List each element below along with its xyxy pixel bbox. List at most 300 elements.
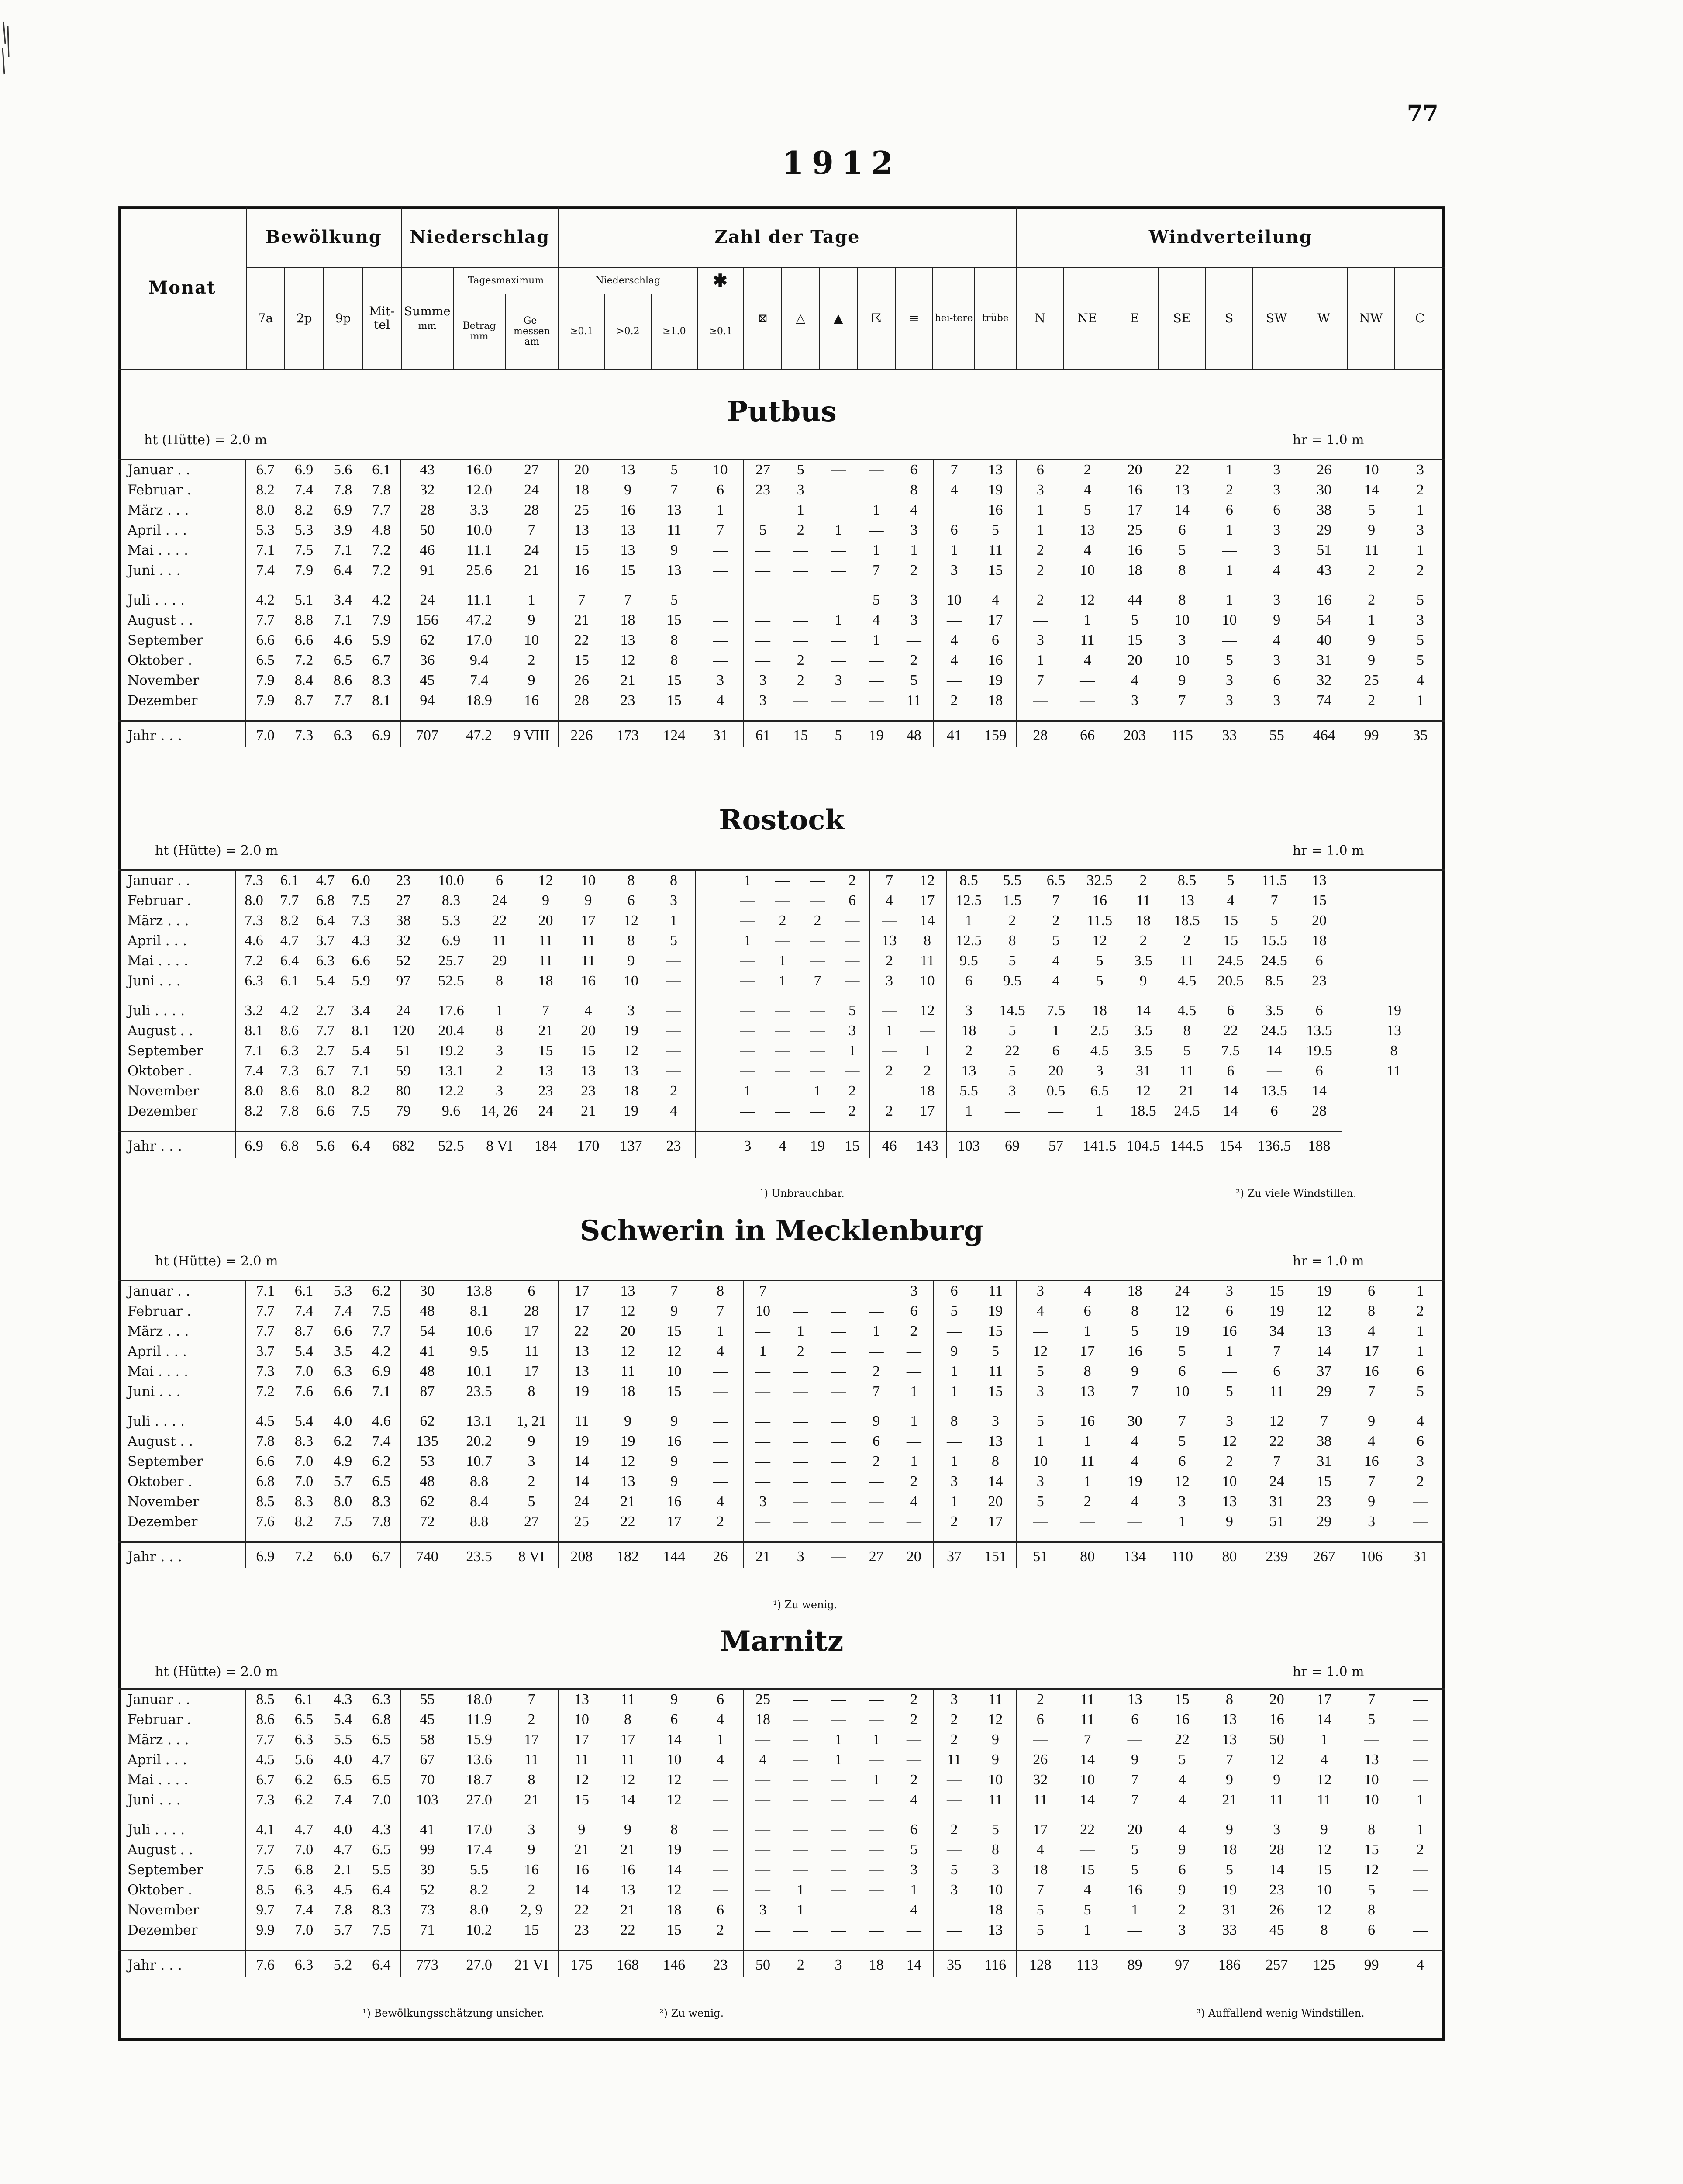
table-cell: 17	[908, 891, 947, 911]
table-cell: 1	[1096, 1103, 1104, 1119]
spacer-cell	[730, 991, 765, 1001]
table-cell: 4	[1178, 1821, 1186, 1838]
table-cell: 3.5	[1265, 1002, 1284, 1019]
station-title-rostock: Rostock	[719, 804, 845, 836]
table-cell: 13	[620, 522, 635, 538]
table-cell: 16	[666, 1433, 682, 1449]
table-cell: 6.7	[362, 650, 401, 670]
table-cell: 18	[620, 1383, 635, 1400]
table-cell: 1	[895, 1411, 933, 1431]
table-cell: 3	[1036, 1283, 1044, 1299]
table-cell: —	[740, 892, 755, 909]
spacer-cell	[1111, 711, 1158, 721]
month-label: Mai . . . .	[118, 1362, 246, 1382]
table-cell: 2	[697, 1920, 744, 1940]
table-cell: 12	[1222, 1433, 1237, 1449]
table-cell: 13	[666, 562, 682, 578]
table-cell: 3.9	[333, 522, 352, 538]
spacer-cell	[118, 1402, 246, 1411]
table-cell: 13.5	[1261, 1083, 1287, 1099]
table-cell: 3	[1273, 542, 1281, 558]
table-cell: 7	[505, 1690, 558, 1710]
table-cell: 6.7	[256, 1772, 275, 1788]
table-cell: 13.6	[466, 1752, 492, 1768]
table-cell: 9	[1368, 652, 1376, 668]
table-cell: 7.9	[256, 692, 275, 708]
table-cell: 13.5	[1306, 1023, 1332, 1039]
table-cell: —	[869, 1882, 884, 1898]
table-cell: 4.0	[333, 1752, 352, 1768]
table-cell: 4	[765, 1132, 800, 1158]
month-label: März . . .	[118, 911, 236, 931]
table-cell: 6.9	[362, 721, 401, 747]
table-cell: 6.9	[246, 1542, 285, 1569]
table-cell: 5.7	[333, 1922, 352, 1938]
table-cell: 13	[620, 632, 635, 648]
table-cell: 8	[1368, 1902, 1376, 1918]
table-cell: 10	[755, 1303, 770, 1319]
hut-height: ht (Hütte) = 2.0 m	[144, 432, 267, 448]
table-cell: 5	[505, 1492, 558, 1512]
table-row	[118, 1001, 1445, 1021]
table-cell: 125	[1300, 1951, 1348, 1977]
table-cell: 99	[420, 1842, 435, 1858]
spacer-cell	[744, 1940, 782, 1951]
spacer-cell	[1253, 1810, 1300, 1820]
table-cell: 7.6	[294, 1383, 314, 1400]
table-cell: 13	[1386, 1023, 1401, 1039]
table-row	[118, 1382, 1445, 1402]
table-cell: 1	[1320, 1731, 1328, 1748]
table-cell: 2	[779, 912, 786, 929]
table-cell: 4	[697, 1341, 744, 1362]
table-cell: 4	[1083, 1283, 1091, 1299]
spacer-cell	[1300, 1532, 1348, 1542]
table-cell: 6	[965, 973, 973, 989]
table-cell: 773	[401, 1951, 453, 1977]
table-cell: 1	[1225, 1343, 1233, 1359]
table-cell: 16	[505, 1860, 558, 1880]
table-cell: —	[755, 1772, 770, 1788]
table-cell: 5	[1036, 1902, 1044, 1918]
table-cell: 18.0	[466, 1691, 492, 1707]
table-cell: 8	[1320, 1922, 1328, 1938]
table-cell: 14	[1174, 502, 1190, 518]
spacer-cell	[427, 1121, 475, 1132]
table-cell: 16	[1127, 1343, 1142, 1359]
table-cell: 3	[950, 562, 958, 578]
table-cell: 11	[621, 1752, 635, 1768]
table-cell: 9	[1368, 632, 1376, 648]
table-cell: 3	[950, 1473, 958, 1489]
table-cell: 10	[908, 971, 947, 991]
table-cell: 30	[420, 1283, 435, 1299]
table-cell: 1	[744, 1083, 752, 1099]
table-cell: 9	[584, 892, 592, 909]
table-cell: 7.2	[245, 953, 263, 969]
spacer-cell	[800, 991, 835, 1001]
table-cell: 1	[873, 1323, 880, 1339]
spacer-cell	[118, 1940, 246, 1951]
spacer-cell	[895, 711, 933, 721]
table-cell: 6	[1178, 1862, 1186, 1878]
table-cell: 3	[759, 1902, 767, 1918]
table-cell: 69	[990, 1132, 1034, 1158]
table-cell: 3	[895, 520, 933, 540]
table-cell: 10	[574, 1711, 589, 1728]
table-cell: —	[831, 1363, 846, 1379]
spacer-cell	[697, 1532, 744, 1542]
table-cell: 21	[581, 1103, 596, 1119]
table-cell: —	[652, 1061, 695, 1081]
graupel-icon: △	[782, 268, 820, 369]
table-cell: 52.5	[427, 1132, 475, 1158]
spacer-cell	[118, 711, 246, 721]
table-cell: 19	[1222, 1882, 1237, 1898]
table-cell: 22	[620, 1514, 635, 1530]
table-cell: 27	[857, 1542, 895, 1569]
table-cell: 1.5	[1003, 892, 1022, 909]
table-cell: 18	[1127, 1283, 1142, 1299]
spacer-cell	[246, 1810, 285, 1820]
table-cell: 18	[908, 1081, 947, 1101]
table-cell: 8 VI	[505, 1542, 558, 1569]
row-gap	[118, 711, 1445, 721]
table-cell: 6	[1368, 1283, 1376, 1299]
table-cell: 67	[420, 1752, 435, 1768]
spacer-cell	[362, 1940, 401, 1951]
table-cell: 5	[1131, 1842, 1139, 1858]
month-label: November	[118, 1081, 236, 1101]
table-cell: 9	[542, 892, 549, 909]
table-cell: 19	[975, 480, 1016, 500]
table-cell: 8.1	[362, 691, 401, 711]
month-label: Februar .	[118, 1301, 246, 1321]
month-label: Januar . .	[118, 1690, 246, 1710]
table-cell: —	[831, 692, 846, 708]
table-cell: 3	[886, 973, 893, 989]
table-cell: —	[793, 562, 808, 578]
table-cell: 25.6	[466, 562, 492, 578]
table-cell: 1	[895, 1451, 933, 1472]
table-cell: 32	[420, 482, 435, 498]
table-cell: 7	[1131, 1792, 1139, 1808]
table-cell: 3	[820, 1951, 858, 1977]
table-cell: 7.3	[280, 1063, 299, 1079]
table-cell: 6.5	[1090, 1083, 1109, 1099]
table-cell: —	[869, 1902, 884, 1918]
table-cell: 22	[1080, 1821, 1095, 1838]
table-cell: 3	[1131, 692, 1139, 708]
table-cell: 11	[1269, 1792, 1284, 1808]
table-cell: 184	[524, 1132, 567, 1158]
table-cell: 6.8	[256, 1473, 275, 1489]
spacer-cell	[1206, 1810, 1253, 1820]
table-cell: 10.0	[438, 872, 464, 888]
spacer-cell	[343, 991, 379, 1001]
table-cell: 3	[627, 1002, 635, 1019]
spacer-cell	[401, 1940, 453, 1951]
table-cell: 17	[574, 1731, 589, 1748]
table-cell: 1	[835, 522, 842, 538]
table-cell: 1	[1416, 1343, 1424, 1359]
table-cell: 14	[1317, 1343, 1332, 1359]
spacer-cell	[908, 991, 947, 1001]
table-cell: 6.5	[1046, 872, 1066, 888]
table-cell: 2	[505, 650, 558, 670]
table-cell: 5	[1416, 652, 1424, 668]
table-cell: 8.4	[294, 672, 314, 688]
page-year: 1912	[782, 144, 901, 181]
table-cell: —	[835, 931, 870, 951]
table-cell: 4.5	[1177, 1002, 1197, 1019]
table-cell: 22	[475, 911, 524, 931]
table-cell: 23	[581, 1083, 596, 1099]
table-cell: 7.3	[343, 911, 379, 931]
table-cell: —	[869, 1493, 884, 1510]
table-cell: 31	[1222, 1902, 1237, 1918]
gemessen-header: Ge-messen am	[505, 294, 558, 369]
spacer-cell	[362, 1532, 401, 1542]
table-cell: 8	[908, 931, 947, 951]
table-cell: 1	[697, 1321, 744, 1341]
table-cell: 5.5	[362, 1860, 401, 1880]
table-cell: 8.7	[294, 692, 314, 708]
table-row	[118, 520, 1445, 540]
spacer-cell	[835, 991, 870, 1001]
spacer-cell	[765, 991, 800, 1001]
table-cell: 28	[505, 500, 558, 520]
table-cell: —	[697, 650, 744, 670]
table-cell: 12	[1317, 1303, 1332, 1319]
month-label: Oktober .	[118, 1061, 236, 1081]
table-cell: 8.3	[362, 670, 401, 691]
table-cell: 7.4	[333, 1303, 352, 1319]
station-table	[118, 1280, 1445, 1568]
table-cell: —	[869, 1691, 884, 1707]
table-cell: 15	[666, 672, 682, 688]
table-cell: 15	[620, 562, 635, 578]
table-cell: 22	[574, 632, 589, 648]
spacer-cell	[475, 991, 524, 1001]
table-cell: 14	[975, 1472, 1016, 1492]
table-cell: 3	[1416, 522, 1424, 538]
table-cell: 99	[1348, 721, 1395, 747]
table-cell: 2	[1036, 542, 1044, 558]
table-cell: 2	[1225, 482, 1233, 498]
spacer-cell	[604, 1402, 651, 1411]
spacer-cell	[1252, 1121, 1296, 1132]
table-cell: 2	[835, 1101, 870, 1121]
spacer-cell	[118, 1121, 236, 1132]
table-cell: 12	[908, 1001, 947, 1021]
table-cell: —	[755, 632, 770, 648]
station-data-table	[118, 460, 1445, 747]
table-cell: 12	[666, 1792, 682, 1808]
table-cell: 8.5	[1265, 973, 1284, 989]
table-row	[118, 670, 1445, 691]
table-cell: 5.9	[362, 630, 401, 650]
table-cell: 9	[624, 1821, 632, 1838]
table-cell: 13	[581, 1063, 596, 1079]
table-cell: 18	[574, 482, 589, 498]
table-cell: 5.6	[307, 1132, 343, 1158]
table-cell: —	[1222, 542, 1237, 558]
table-cell: 11	[947, 1752, 962, 1768]
table-cell: 18	[961, 1023, 976, 1039]
table-cell: 2	[1083, 462, 1091, 478]
table-cell: 13	[574, 1343, 589, 1359]
table-cell: —	[793, 692, 808, 708]
spacer-cell	[1348, 711, 1395, 721]
table-cell: 9	[1368, 1493, 1376, 1510]
table-cell: 6.2	[362, 1281, 401, 1301]
table-cell: 21	[505, 1790, 558, 1810]
table-cell: —	[946, 1323, 962, 1339]
table-cell: 6	[627, 892, 635, 909]
table-cell: 3	[1273, 1821, 1281, 1838]
table-cell: 17	[574, 1303, 589, 1319]
table-cell: 3.3	[469, 502, 489, 518]
table-cell: 134	[1111, 1542, 1158, 1569]
table-cell: 2	[895, 1690, 933, 1710]
spacer-cell	[1395, 1940, 1445, 1951]
table-cell: —	[1413, 1493, 1428, 1510]
spacer-cell	[652, 991, 695, 1001]
table-cell: 11	[975, 1790, 1016, 1810]
table-cell: 25	[574, 502, 589, 518]
table-cell: 2.5	[1090, 1023, 1109, 1039]
month-label: Jahr . . .	[118, 1132, 236, 1158]
table-cell: 18	[755, 1711, 770, 1728]
spacer-cell	[744, 581, 782, 590]
table-cell: 2, 9	[505, 1900, 558, 1920]
table-cell: 51	[1017, 1542, 1064, 1569]
table-cell: —	[869, 1514, 884, 1530]
table-cell: 8	[1368, 1303, 1376, 1319]
spacer-cell	[1078, 1121, 1121, 1132]
table-cell: 9	[624, 482, 632, 498]
table-cell: 21	[1222, 1792, 1237, 1808]
table-cell: 239	[1253, 1542, 1300, 1569]
table-cell: 6.4	[280, 953, 299, 969]
table-cell: 5	[950, 1862, 958, 1878]
month-label: September	[118, 630, 246, 650]
table-cell: 24	[505, 540, 558, 560]
table-cell: 12	[1136, 1083, 1151, 1099]
table-cell: 5	[1178, 1343, 1186, 1359]
table-cell: 4	[950, 482, 958, 498]
spacer-cell	[782, 1810, 820, 1820]
table-cell: 8	[670, 1821, 678, 1838]
table-cell: 7.1	[343, 1061, 379, 1081]
table-cell: 4	[697, 1492, 744, 1512]
table-cell: 7.7	[362, 500, 401, 520]
spacer-cell	[895, 1402, 933, 1411]
spacer-cell	[343, 1121, 379, 1132]
table-cell: 7.5	[1221, 1043, 1240, 1059]
table-cell: 14	[1364, 482, 1379, 498]
table-cell: 16	[581, 973, 596, 989]
spacer-cell	[870, 1121, 908, 1132]
table-cell: 7.9	[362, 610, 401, 630]
table-cell: 1	[835, 612, 842, 628]
table-cell: —	[831, 1453, 846, 1469]
table-cell: 13	[1317, 1323, 1332, 1339]
table-cell: 4	[1083, 1882, 1091, 1898]
table-cell: —	[810, 1002, 825, 1019]
table-cell: 4.7	[280, 933, 299, 949]
niederschlag-sub-header: Niederschlag	[559, 268, 697, 294]
table-cell: 11	[667, 522, 682, 538]
table-cell: 7.0	[294, 1473, 314, 1489]
spacer-cell	[1348, 1940, 1395, 1951]
table-row	[118, 1281, 1445, 1301]
table-cell: 7.7	[256, 1323, 275, 1339]
spacer-cell	[1206, 1940, 1253, 1951]
month-label: März . . .	[118, 500, 246, 520]
table-cell: —	[793, 1691, 808, 1707]
table-cell: 6	[1273, 502, 1281, 518]
table-cell: 6.6	[333, 1323, 352, 1339]
table-cell: 15	[1174, 1691, 1190, 1707]
table-cell: 9	[505, 1840, 558, 1860]
table-cell: 15	[1364, 1842, 1379, 1858]
cloud-2p: 2p	[285, 268, 324, 369]
table-cell: 20	[581, 1023, 596, 1039]
table-cell: 31	[1317, 1453, 1332, 1469]
spacer-cell	[1300, 581, 1348, 590]
spacer-cell	[1395, 711, 1445, 721]
spacer-cell	[285, 581, 324, 590]
row-gap	[118, 1940, 1445, 1951]
table-cell: 7	[697, 1301, 744, 1321]
table-cell: —	[1222, 1363, 1237, 1379]
table-cell: 8	[475, 971, 524, 991]
spacer-cell	[118, 581, 246, 590]
table-cell: —	[869, 1303, 884, 1319]
year-total-row	[118, 1951, 1445, 1977]
table-cell: 20	[538, 912, 553, 929]
table-cell: 2.7	[316, 1002, 335, 1019]
table-cell: 7.8	[333, 482, 352, 498]
table-cell: 11	[1317, 1792, 1331, 1808]
table-cell: 15	[1317, 1473, 1332, 1489]
table-cell: 9	[1131, 1363, 1139, 1379]
table-cell: 41	[933, 721, 975, 747]
table-cell: 6	[895, 1301, 933, 1321]
table-cell: —	[869, 1473, 884, 1489]
spacer-cell	[1348, 1810, 1395, 1820]
table-cell: 16	[1127, 542, 1142, 558]
table-cell: —	[1267, 1063, 1282, 1079]
table-cell: 19	[857, 721, 895, 747]
table-cell: 8.5	[256, 1882, 275, 1898]
table-cell: 1	[950, 1363, 958, 1379]
table-cell: 10	[1033, 1453, 1048, 1469]
table-cell: 7	[873, 562, 880, 578]
table-cell: —	[793, 1514, 808, 1530]
table-cell: 2	[873, 1363, 880, 1379]
table-cell: 3	[652, 891, 695, 911]
table-cell: 19	[975, 670, 1016, 691]
table-cell: 8.2	[294, 1514, 314, 1530]
table-cell: 4	[1368, 1323, 1376, 1339]
table-cell: —	[835, 911, 870, 931]
table-cell: 13	[620, 542, 635, 558]
table-cell: 2	[1036, 562, 1044, 578]
table-cell: 7.0	[246, 721, 285, 747]
